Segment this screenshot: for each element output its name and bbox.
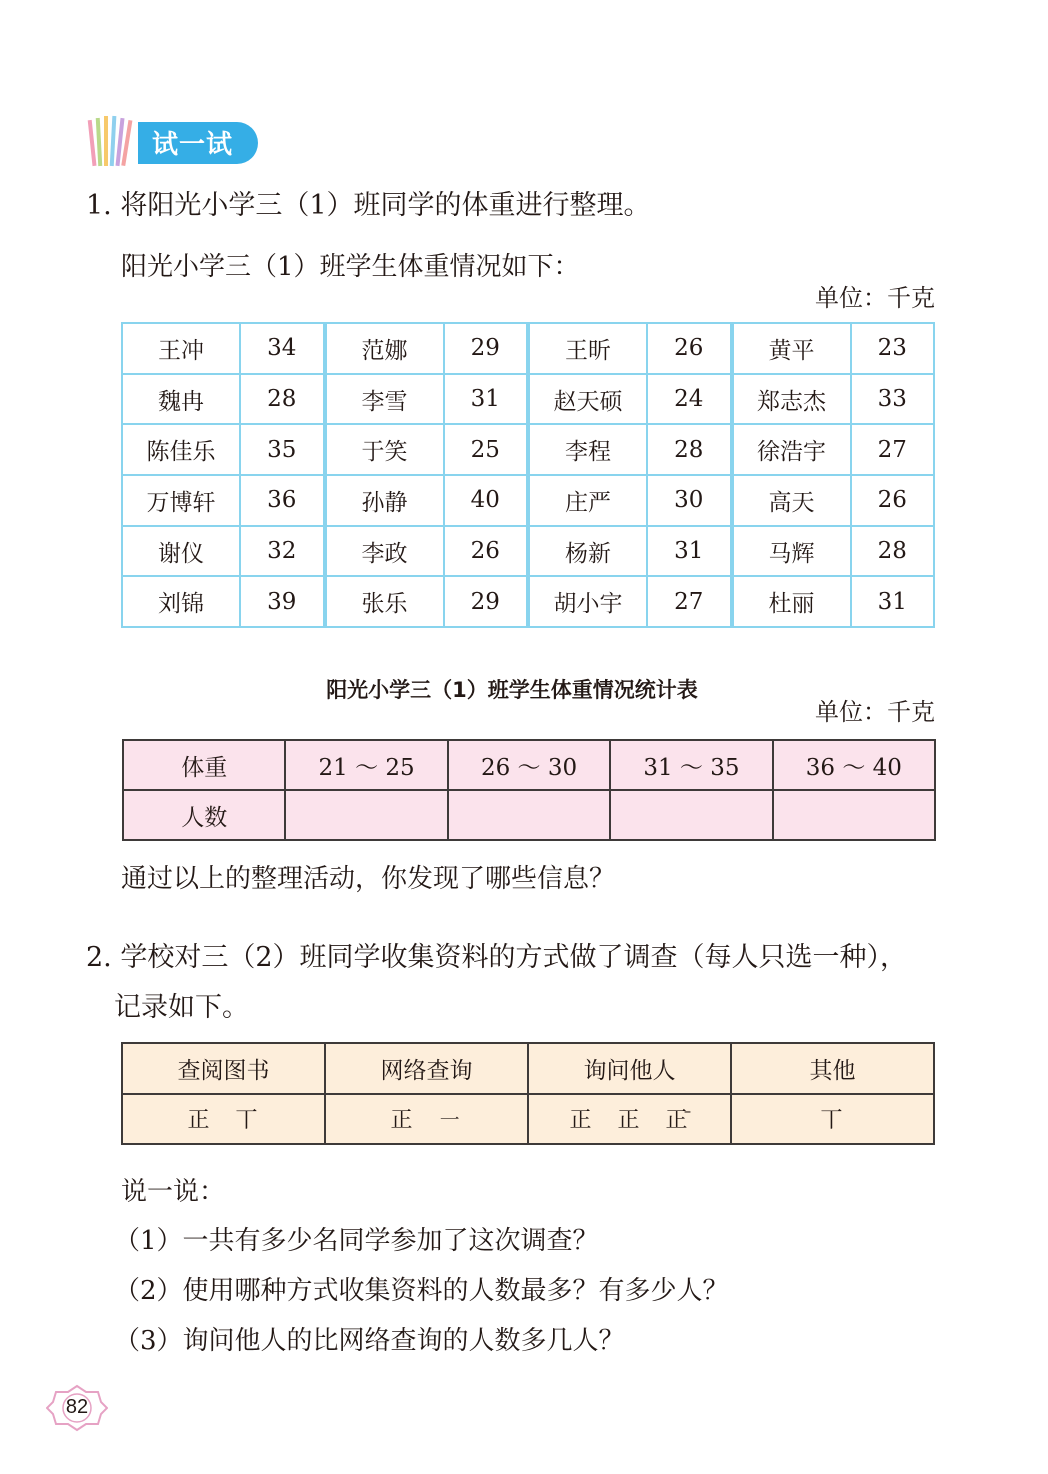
table-row: [124, 791, 934, 839]
student-weight: 31: [470, 386, 500, 412]
student-name: 王昕: [530, 324, 648, 373]
student-weight: 26: [674, 335, 704, 362]
table-row: [734, 577, 934, 626]
header-cell: 36 ～ 40: [805, 754, 902, 781]
table-row: [123, 577, 323, 626]
header-cell: 21 ～ 25: [286, 741, 448, 789]
student-weight: 23: [877, 335, 907, 362]
student-weight: 39: [267, 588, 297, 615]
weight-data-table: [121, 322, 935, 628]
table-row: [123, 476, 323, 527]
student-name: 杨新: [530, 527, 648, 576]
weight-group-4: [732, 322, 936, 628]
header-cell: 查阅图书: [123, 1044, 326, 1093]
blank-count-cell[interactable]: [449, 791, 611, 839]
student-weight: 27: [674, 588, 704, 615]
student-name: 范娜: [327, 324, 445, 373]
table-row: [327, 375, 527, 426]
weight-group-3: [528, 322, 732, 628]
student-name: 魏冉: [123, 375, 241, 424]
crayons-icon: [86, 112, 146, 172]
student-name: 郑志杰: [734, 375, 852, 424]
page-number: 82: [65, 1396, 89, 1418]
student-weight: 33: [877, 386, 907, 412]
header-cell: 网络查询: [326, 1044, 529, 1093]
student-weight: 26: [877, 487, 907, 514]
q2-question-3: （3）询问他人的比网络查询的人数多几人？: [114, 1326, 625, 1356]
table-row: [734, 425, 934, 476]
student-name: 黄平: [734, 324, 852, 373]
page-number-badge: [46, 1384, 108, 1432]
weight-group-1: [121, 322, 325, 628]
student-name: 高天: [734, 476, 852, 525]
tally-cell: 正 正 正̄: [529, 1095, 732, 1144]
student-name: 马辉: [734, 527, 852, 576]
stat-table-title: 阳光小学三（1）班学生体重情况统计表: [326, 678, 698, 702]
student-weight: 32: [267, 538, 297, 565]
student-name: 李程: [530, 425, 648, 474]
student-weight: 40: [470, 487, 500, 514]
table-row: [327, 527, 527, 578]
table-row: [530, 324, 730, 375]
tally-cell: 丅: [820, 1108, 845, 1134]
student-name: 万博轩: [123, 476, 241, 525]
table-row: [123, 527, 323, 578]
q1-subtitle: 阳光小学三（1）班学生体重情况如下：: [121, 252, 580, 282]
discuss-label: 说一说：: [121, 1177, 226, 1207]
header-cell: 体重: [124, 741, 286, 789]
stat-table-unit: 单位：千克: [815, 698, 935, 726]
student-name: 刘锦: [123, 577, 241, 626]
table-row: [530, 425, 730, 476]
table-row: [123, 425, 323, 476]
q1-title: 1. 将阳光小学三（1）班同学的体重进行整理。: [86, 190, 651, 221]
student-weight: 29: [470, 335, 500, 362]
header-cell: 31 ～ 35: [611, 741, 773, 789]
student-name: 李雪: [327, 375, 445, 424]
student-weight: 28: [877, 538, 907, 565]
student-weight: 27: [877, 436, 907, 463]
table-row: [734, 375, 934, 426]
blank-count-cell[interactable]: [611, 791, 773, 839]
student-name: 庄严: [530, 476, 648, 525]
badge-label: 试一试: [152, 130, 234, 160]
student-name: 孙静: [327, 476, 445, 525]
row-label: 人数: [124, 791, 286, 839]
q2-title-line1: 2. 学校对三（2）班同学收集资料的方式做了调查（每人只选一种），: [86, 942, 908, 973]
student-name: 胡小宇: [530, 577, 648, 626]
header-cell: 26 ～ 30: [449, 741, 611, 789]
table-row: [327, 577, 527, 626]
table-header-row: [124, 741, 934, 791]
student-name: 陈佳乐: [123, 425, 241, 474]
student-weight: 29: [470, 588, 500, 615]
table-row: [123, 375, 323, 426]
student-weight: 31: [674, 538, 704, 565]
table-row: [327, 425, 527, 476]
student-name: 谢仪: [123, 527, 241, 576]
blank-count-cell[interactable]: [286, 791, 448, 839]
student-weight: 36: [267, 487, 297, 514]
table-header-row: [123, 1044, 933, 1095]
weight-stat-table: [122, 739, 936, 841]
student-name: 王冲: [123, 324, 241, 373]
table-row: [734, 324, 934, 375]
table-row: [734, 527, 934, 578]
table-row: [327, 476, 527, 527]
q2-question-2: （2）使用哪种方式收集资料的人数最多？有多少人？: [114, 1276, 729, 1306]
student-weight: 24: [674, 386, 704, 412]
table-row: [530, 476, 730, 527]
student-name: 张乐: [327, 577, 445, 626]
q1-unit: 单位：千克: [815, 284, 935, 312]
tally-cell: 正 丅: [123, 1095, 326, 1144]
weight-group-2: [325, 322, 529, 628]
survey-tally-table: [121, 1042, 935, 1145]
table-row: [734, 476, 934, 527]
q2-title-line2: 记录如下。: [114, 992, 249, 1023]
tally-cell: 正 ㇐: [326, 1095, 529, 1144]
student-weight: 28: [267, 386, 297, 412]
table-row: [123, 324, 323, 375]
student-weight: 34: [267, 335, 297, 362]
student-weight: 35: [267, 436, 297, 463]
student-weight: 30: [674, 487, 704, 514]
section-badge: [86, 112, 261, 172]
student-weight: 26: [470, 538, 500, 565]
q2-question-1: （1）一共有多少名同学参加了这次调查？: [114, 1226, 599, 1256]
student-weight: 31: [877, 588, 907, 615]
header-cell: 询问他人: [529, 1044, 732, 1093]
student-name: 徐浩宇: [734, 425, 852, 474]
table-row: [530, 577, 730, 626]
student-name: 杜丽: [734, 577, 852, 626]
student-weight: 25: [470, 436, 500, 463]
q1-question: 通过以上的整理活动，你发现了哪些信息？: [121, 864, 616, 894]
student-name: 赵天硕: [530, 375, 648, 424]
blank-count-cell[interactable]: [774, 791, 934, 839]
table-row: [123, 1095, 933, 1144]
header-cell: 其他: [809, 1057, 856, 1084]
student-name: 李政: [327, 527, 445, 576]
student-name: 于笑: [327, 425, 445, 474]
table-row: [530, 375, 730, 426]
table-row: [327, 324, 527, 375]
table-row: [530, 527, 730, 578]
student-weight: 28: [674, 436, 704, 463]
